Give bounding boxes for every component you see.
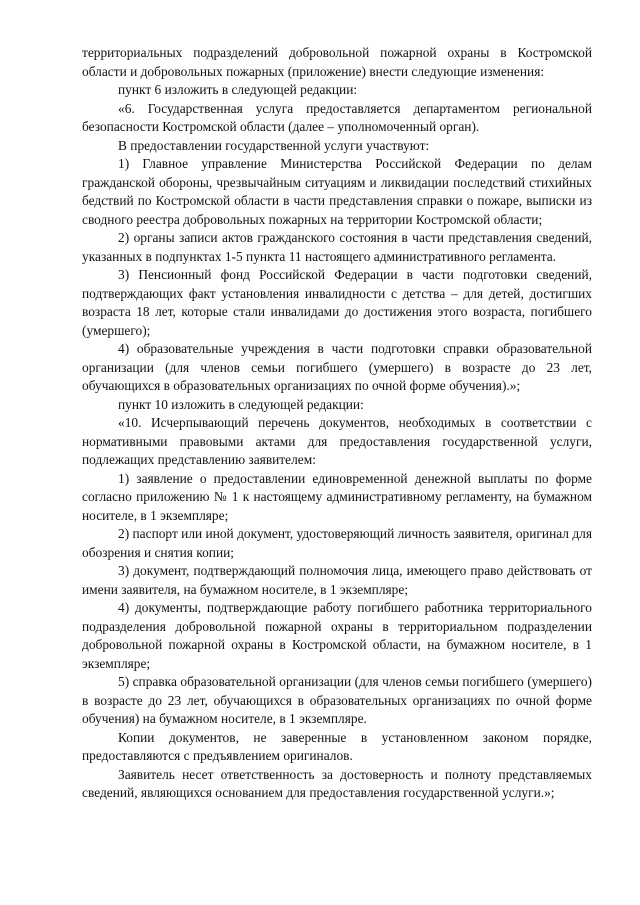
paragraph-item-10-text: «10. Исчерпывающий перечень документов, необходимых в соответствии с нормативными правовыми актами для предоставления государственной услуги, подлежащих представлению заявителем: [82, 415, 592, 467]
paragraph-responsibility: Заявитель несет ответственность за достоверность и полноту представляемых сведений, являющихся основанием для предоставления государственной услуги.»; [82, 766, 592, 800]
paragraph-participant-4: 4) образовательные учреждения в части подготовки справки образовательной организации (для членов семьи погибшего (умершего) в возрасте до 23 лет, обучающихся в образовательных организациях по очной форме обучения).»; [82, 341, 592, 393]
paragraph-intro: территориальных подразделений добровольной пожарной охраны в Костромской области и добровольных пожарных (приложение) внести следующие изменения: [82, 45, 592, 79]
paragraph-participants: В предоставлении государственной услуги участвуют: [118, 137, 430, 153]
paragraph-item-6-heading: пункт 6 изложить в следующей редакции: [118, 82, 358, 97]
paragraph-document-5: 5) справка образовательной организации (для членов семьи погибшего (умершего) в возрасте до 23 лет, обучающихся в образовательных организациях по очной форме обучения) на бумажном носителе, в 1 экземпляре. [82, 674, 592, 726]
paragraph-participant-2: 2) органы записи актов гражданского состояния в части представления сведений, указанных в подпунктах 1-5 пункта 11 настоящего административного регламента. [82, 230, 592, 264]
paragraph-item-6-text: «6. Государственная услуга предоставляется департаментом региональной безопасности Костромской области (далее – уполномоченный орган). [82, 100, 592, 134]
paragraph-document-1: 1) заявление о предоставлении единовременной денежной выплаты по форме согласно приложению № 1 к настоящему административному регламенту, на бумажном носителе, в 1 экземпляре; [82, 470, 592, 523]
paragraph-copies: Копии документов, не заверенные в установленном законом порядке, предоставляются с предъявлением оригиналов. [82, 729, 592, 763]
paragraph-document-4: 4) документы, подтверждающие работу погибшего работника территориального подразделения добровольной пожарной охраны в территориальном подразделении добровольной пожарной охраны в Костромской области, на бумажном носителе, в 1 экземпляре; [82, 600, 592, 671]
document-page [82, 44, 592, 803]
paragraph-document-3: 3) документ, подтверждающий полномочия лица, имеющего право действовать от имени заявителя, на бумажном носителе, в 1 экземпляре; [82, 563, 592, 597]
paragraph-participant-3: 3) Пенсионный фонд Российской Федерации в части подготовки сведений, подтверждающих факт установления инвалидности с детства – для детей, достигших возраста 18 лет, которые стали инвалидами до достижения этого возраста, погибшего (умершего); [82, 267, 592, 338]
paragraph-item-10-heading: пункт 10 изложить в следующей редакции: [118, 396, 364, 412]
paragraph-participant-1: 1) Главное управление Министерства Российской Федерации по делам гражданской обороны, чрезвычайным ситуациям и ликвидации последствий стихийных бедствий по Костромской области в части представления справки о пожаре, выписки из сводного реестра добровольных пожарных на территории Костромской области; [82, 156, 592, 227]
paragraph-document-2: 2) паспорт или иной документ, удостоверяющий личность заявителя, оригинал для обозрения и снятия копии; [82, 526, 592, 560]
